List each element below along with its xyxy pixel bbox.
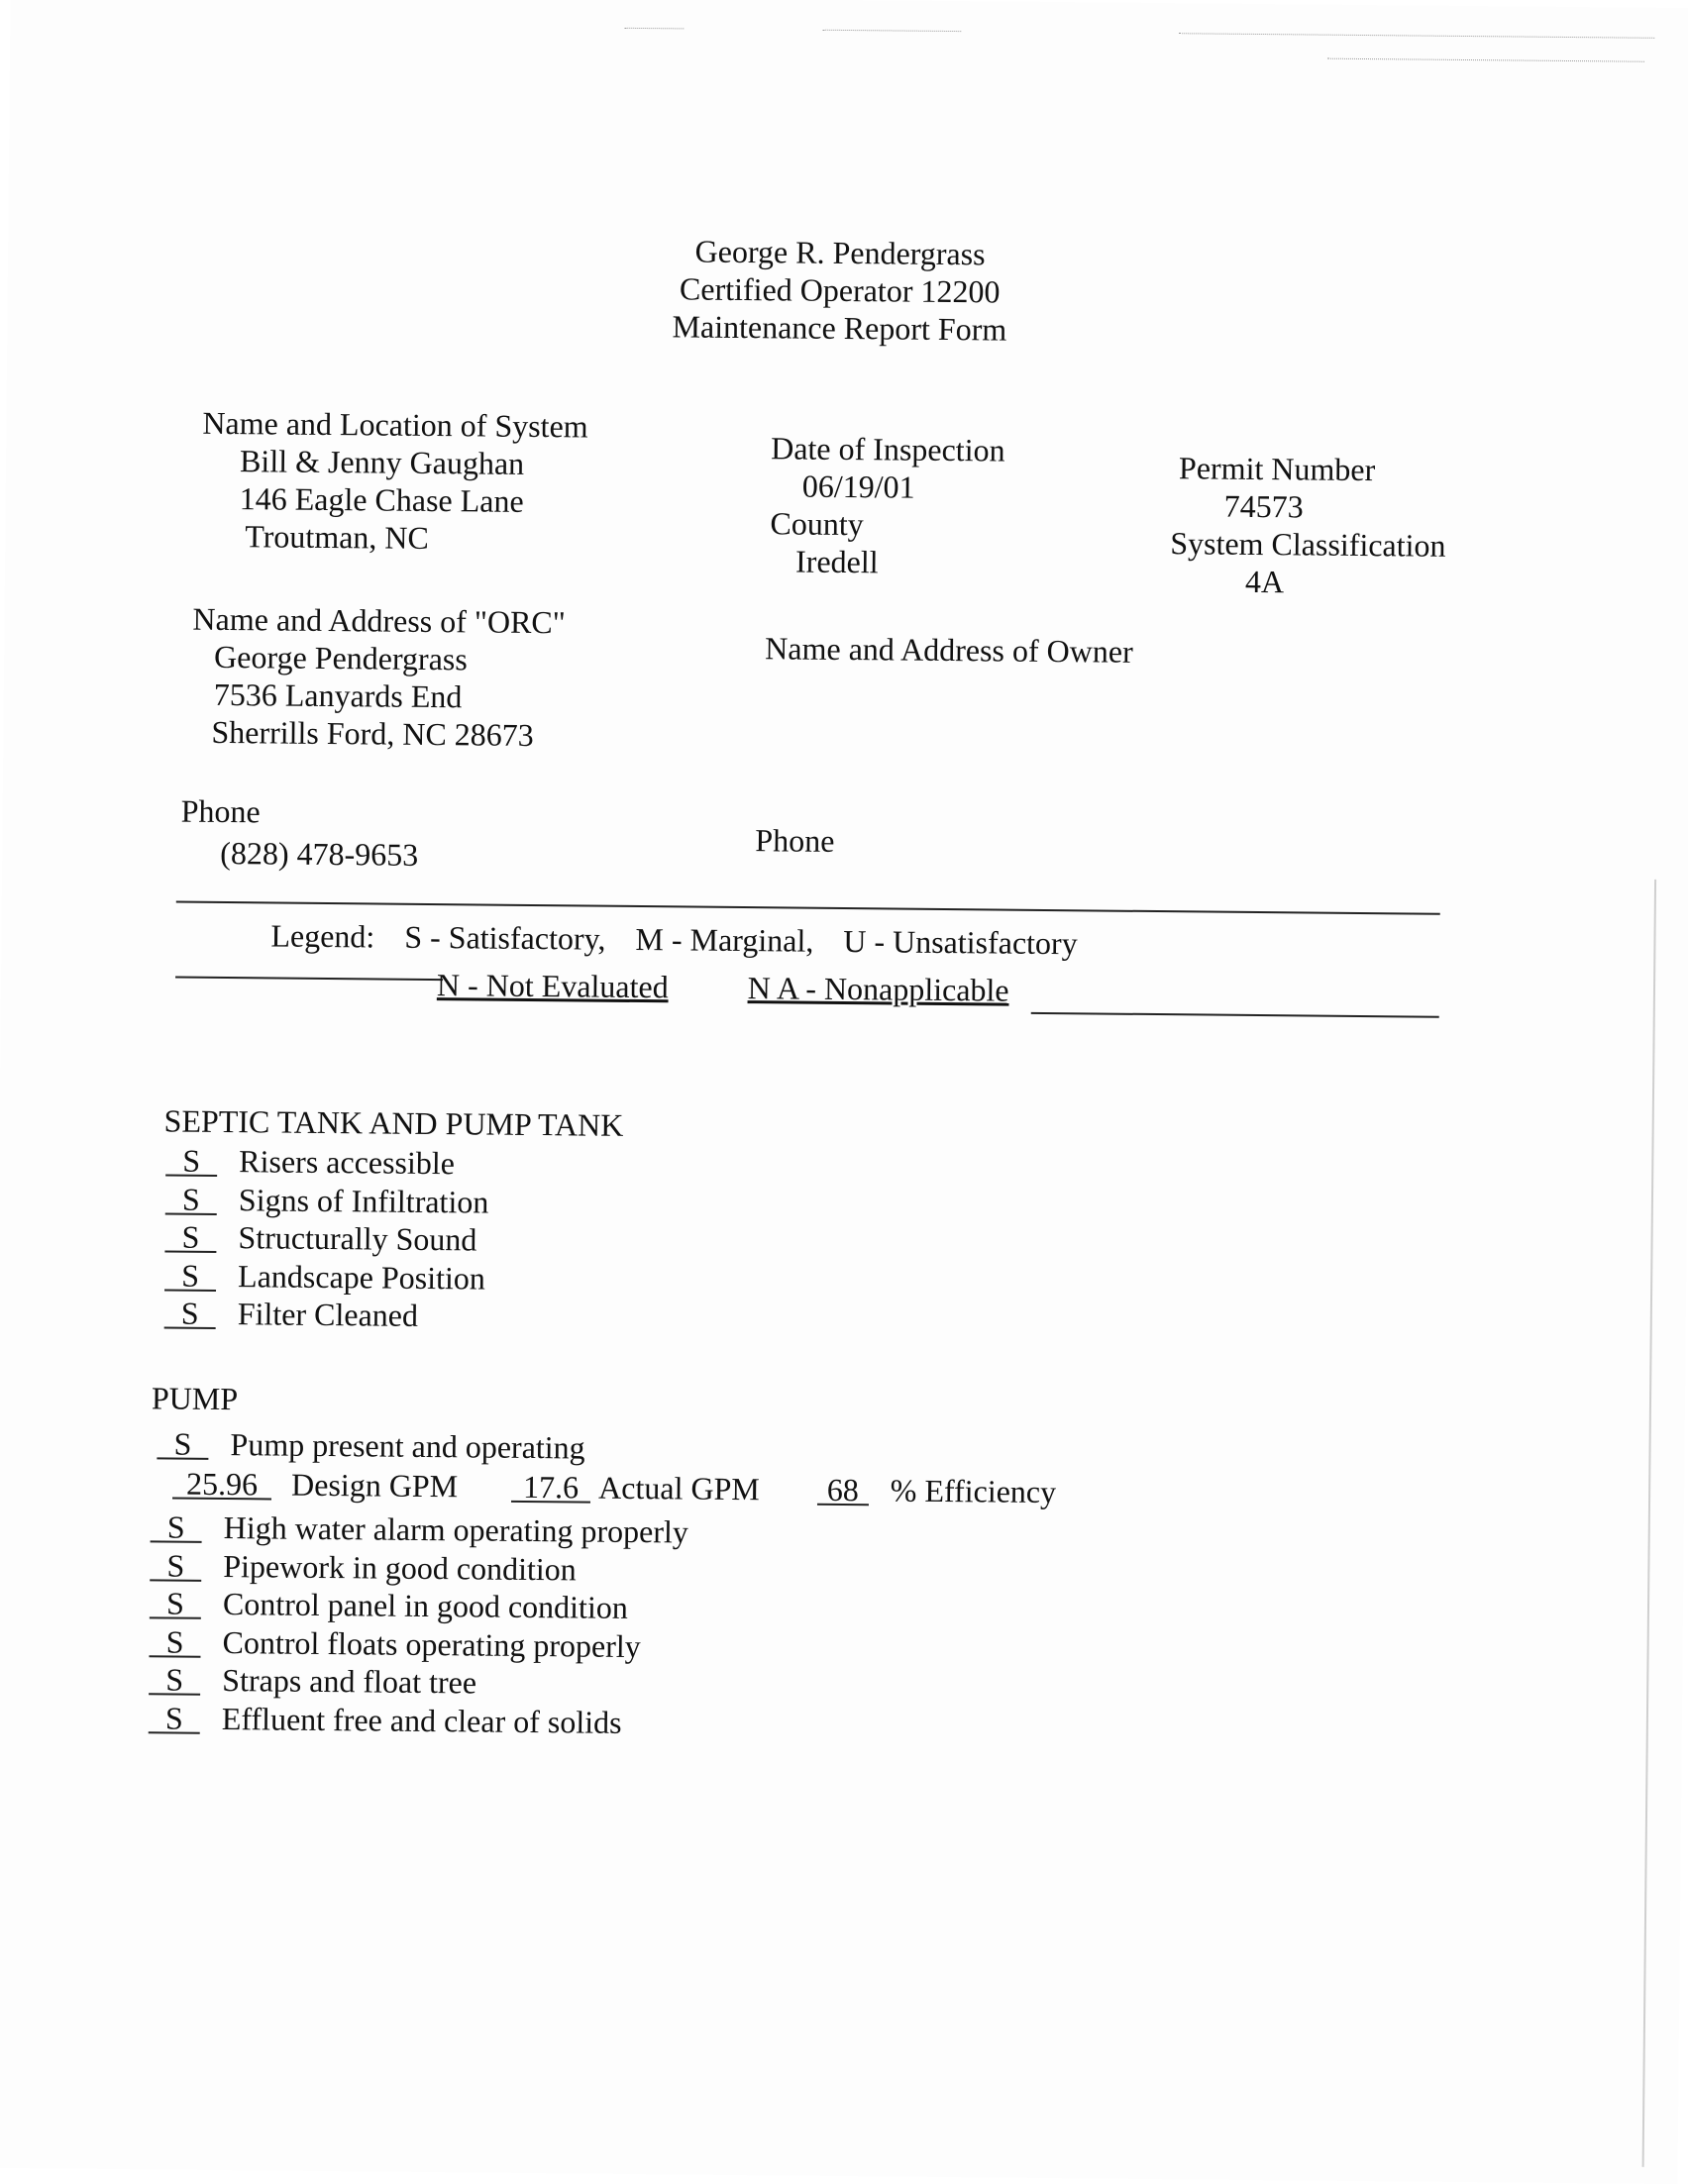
permit-number: 74573: [1223, 487, 1304, 525]
system-city: Troutman, NC: [245, 518, 430, 556]
item-label: Effluent free and clear of solids: [221, 1700, 622, 1740]
pump-checklist: [149, 1508, 688, 1742]
system-name: Bill & Jenny Gaughan: [239, 443, 525, 481]
design-gpm-value: 25.96: [172, 1470, 271, 1501]
orc-address: 7536 Lanyards End: [213, 676, 463, 715]
rating-mark: S: [151, 1512, 202, 1542]
rating-mark: S: [164, 1222, 216, 1252]
list-item: [150, 1547, 688, 1591]
actual-gpm-label: Actual GPM: [597, 1469, 760, 1508]
operator-name: George R. Pendergrass: [694, 233, 986, 272]
orc-phone-label: Phone: [180, 792, 261, 830]
legend-not-evaluated: N - Not Evaluated: [436, 967, 669, 1005]
design-gpm-label: Design GPM: [290, 1466, 459, 1505]
classification-value: 4A: [1244, 563, 1285, 600]
item-label: Control panel in good condition: [222, 1586, 628, 1625]
legend-line-2: [437, 967, 1081, 1009]
efficiency-value: 68: [817, 1476, 869, 1506]
rating-mark: S: [165, 1185, 217, 1214]
septic-checklist: [164, 1142, 489, 1336]
rating-mark: S: [150, 1551, 201, 1581]
scan-artifact: [822, 30, 961, 32]
efficiency-label: % Efficiency: [890, 1472, 1057, 1510]
list-item: [164, 1257, 488, 1299]
rating-mark: S: [165, 1146, 217, 1176]
item-label: Control floats operating properly: [222, 1623, 641, 1664]
owner-phone-label: Phone: [755, 822, 835, 859]
scan-edge-line: [1642, 880, 1656, 2167]
legend-marginal: M - Marginal,: [635, 920, 814, 959]
system-label: Name and Location of System: [202, 404, 588, 445]
list-item: [149, 1661, 687, 1705]
inspection-date: 06/19/01: [801, 468, 915, 505]
list-item: [157, 1425, 584, 1468]
legend-bottom-rule: [1031, 1012, 1439, 1018]
rating-mark: S: [164, 1261, 216, 1291]
list-item: [149, 1700, 687, 1743]
item-label: Landscape Position: [237, 1257, 486, 1297]
permit-label: Permit Number: [1178, 450, 1376, 488]
scan-artifact: [624, 28, 684, 30]
legend-middle-rule: [175, 977, 443, 982]
list-item: [151, 1508, 689, 1552]
orc-city: Sherrills Ford, NC 28673: [211, 713, 534, 753]
report-header: [562, 231, 1117, 349]
legend-unsatisfactory: U - Unsatisfactory: [843, 923, 1078, 962]
orc-label: Name and Address of "ORC": [192, 600, 566, 641]
item-label: High water alarm operating properly: [223, 1509, 689, 1550]
system-address: 146 Eagle Chase Lane: [239, 480, 524, 519]
legend-line-1: [270, 917, 1100, 962]
item-label: Risers accessible: [239, 1143, 456, 1182]
list-item: [164, 1218, 488, 1260]
orc-phone: (828) 478-9653: [220, 834, 419, 873]
operator-certification: Certified Operator 12200: [679, 270, 1001, 310]
legend-prefix: Legend:: [270, 917, 375, 955]
county-value: Iredell: [794, 543, 879, 580]
rating-mark: S: [149, 1627, 200, 1657]
list-item: [164, 1295, 488, 1336]
inspection-date-label: Date of Inspection: [771, 430, 1005, 468]
legend-top-rule: [176, 901, 1440, 915]
item-label: Straps and float tree: [222, 1662, 477, 1701]
rating-mark: S: [149, 1665, 200, 1695]
rating-mark: S: [150, 1589, 201, 1618]
item-label: Structurally Sound: [238, 1219, 477, 1258]
form-title: Maintenance Report Form: [672, 308, 1007, 348]
rating-mark: S: [164, 1299, 216, 1328]
owner-label: Name and Address of Owner: [765, 630, 1133, 670]
item-label: Signs of Infiltration: [238, 1181, 489, 1220]
scan-artifact: [1327, 58, 1644, 62]
item-label: Pump present and operating: [230, 1426, 585, 1466]
rating-mark: S: [149, 1704, 200, 1733]
list-item: [150, 1585, 688, 1628]
classification-label: System Classification: [1170, 525, 1446, 564]
septic-section-title: SEPTIC TANK AND PUMP TANK: [163, 1102, 624, 1143]
list-item: [165, 1142, 489, 1184]
county-label: County: [770, 505, 864, 543]
legend-satisfactory: S - Satisfactory,: [404, 918, 606, 957]
pump-section-title: PUMP: [151, 1380, 239, 1417]
actual-gpm-value: 17.6: [511, 1473, 590, 1504]
item-label: Filter Cleaned: [237, 1296, 419, 1333]
list-item: [149, 1623, 687, 1667]
orc-name: George Pendergrass: [213, 638, 468, 677]
pump-present-row: [157, 1425, 584, 1468]
scan-artifact: [1179, 33, 1654, 39]
gpm-row: [172, 1466, 1056, 1511]
item-label: Pipework in good condition: [223, 1547, 577, 1587]
list-item: [165, 1181, 489, 1222]
legend-nonapplicable: N A - Nonapplicable: [747, 970, 1009, 1008]
rating-mark: S: [157, 1429, 208, 1459]
